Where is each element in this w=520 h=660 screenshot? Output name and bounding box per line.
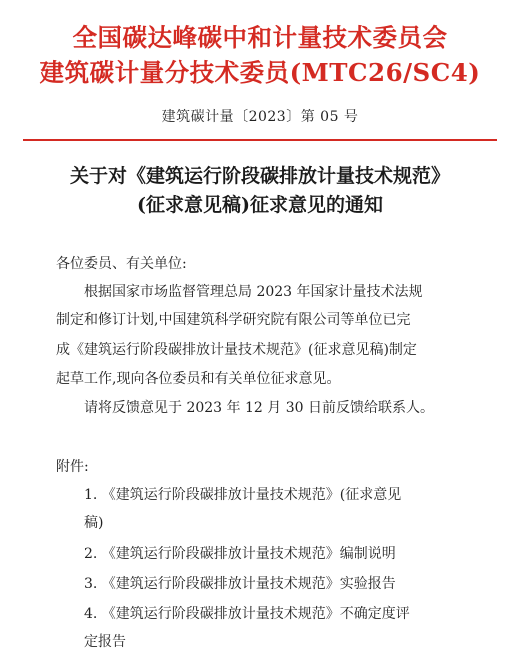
- document-number: 建筑碳计量〔2023〕第 05 号: [161, 109, 359, 125]
- attachments-label: 附件:: [56, 459, 89, 475]
- paragraph-1-line-2: 制定和修订计划,中国建筑科学研究院有限公司等单位已完: [56, 312, 411, 328]
- notice-title-line-1: 关于对《建筑运行阶段碳排放计量技术规范》: [69, 165, 450, 187]
- notice-title-line-2: (征求意见稿)征求意见的通知: [137, 194, 383, 216]
- issuing-org-name: 全国碳达峰碳中和计量技术委员会: [72, 23, 448, 52]
- red-divider-line: [23, 139, 497, 141]
- attachment-item-1-continued: 稿): [84, 515, 104, 531]
- attachment-item-1: 1. 《建筑运行阶段碳排放计量技术规范》(征求意见: [84, 487, 402, 503]
- attachment-item-3: 3. 《建筑运行阶段碳排放计量技术规范》实验报告: [84, 576, 396, 592]
- salutation: 各位委员、有关单位:: [56, 256, 187, 272]
- attachment-item-2: 2. 《建筑运行阶段碳排放计量技术规范》编制说明: [84, 546, 396, 562]
- paragraph-1-line-4: 起草工作,现向各位委员和有关单位征求意见。: [56, 371, 341, 387]
- paragraph-1-line-3: 成《建筑运行阶段碳排放计量技术规范》(征求意见稿)制定: [56, 342, 417, 358]
- attachment-item-4: 4. 《建筑运行阶段碳排放计量技术规范》不确定度评: [84, 606, 410, 622]
- attachment-item-4-continued: 定报告: [84, 634, 126, 650]
- paragraph-2: 请将反馈意见于 2023 年 12 月 30 日前反馈给联系人。: [84, 400, 434, 416]
- issuing-subcommittee-name: 建筑碳计量分技术委员(MTC26/SC4): [39, 58, 481, 87]
- paragraph-1-line-1: 根据国家市场监督管理总局 2023 年国家计量技术法规: [84, 284, 423, 300]
